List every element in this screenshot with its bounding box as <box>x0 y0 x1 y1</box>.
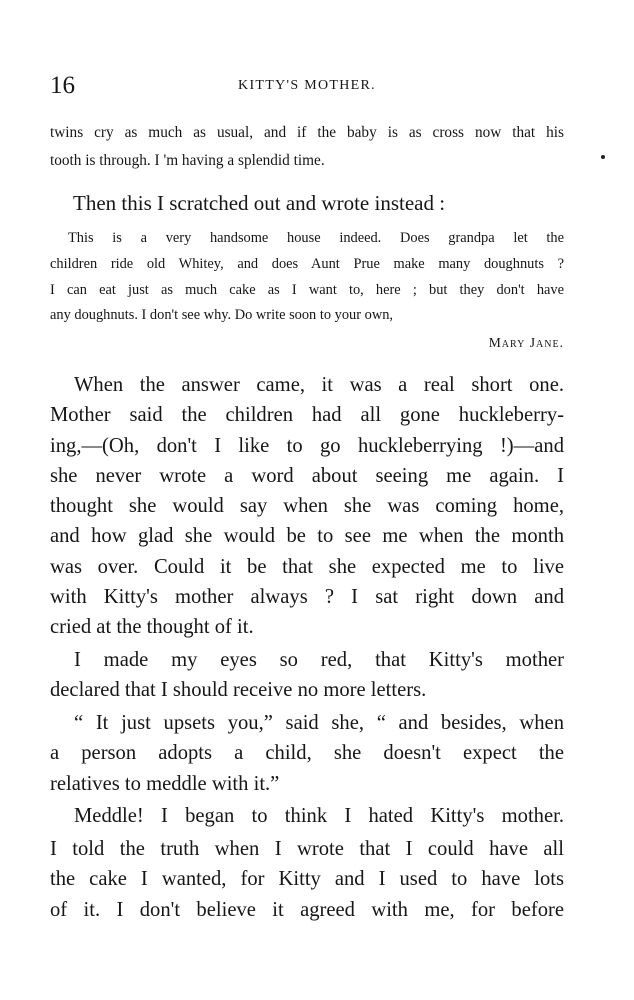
text-line: This is a very handsome house indeed. Does grandpa let the <box>68 230 564 246</box>
text-line: she never wrote a word about seeing me again. I <box>50 464 564 487</box>
text-line: tooth is through. I 'm having a splendid time. <box>50 151 325 169</box>
text-line: I told the truth when I wrote that I could have all <box>50 838 564 861</box>
text-line: I can eat just as much cake as I want to, here ; but they don't have <box>50 281 564 298</box>
text-line: with Kitty's mother always ? I sat right down and <box>50 586 564 609</box>
text-line: any doughnuts. I don't see why. Do write soon to your own, <box>50 307 393 324</box>
body-text <box>50 370 564 925</box>
print-speck <box>601 155 605 159</box>
text-line: declared that I should receive no more letters. <box>50 679 427 702</box>
text-line: of it. I don't believe it agreed with me, for before <box>50 898 564 921</box>
page-header <box>50 71 564 101</box>
text-line: was over. Could it be that she expected me to live <box>50 555 564 578</box>
intro-sentence: Then this I scratched out and wrote instead : <box>73 191 446 215</box>
text-line: a person adopts a child, she doesn't expect the <box>50 742 564 765</box>
text-line: the cake I wanted, for Kitty and I used to have lots <box>50 868 564 891</box>
text-line: children ride old Whitey, and does Aunt Prue make many doughnuts ? <box>50 255 564 272</box>
letter-continuation <box>50 119 564 174</box>
running-head: KITTY'S MOTHER. <box>238 78 376 93</box>
text-line: cried at the thought of it. <box>50 616 254 639</box>
text-line: thought she would say when she was coming home, <box>50 495 564 518</box>
page-number: 16 <box>50 72 75 99</box>
text-line: “ It just upsets you,” said she, “ and besides, when <box>74 712 564 735</box>
text-line: Mother said the children had all gone huckleberry- <box>50 404 564 427</box>
text-line: I made my eyes so red, that Kitty's mother <box>74 649 564 672</box>
text-line: ing,—(Oh, don't I like to go huckleberrying !)—and <box>50 434 564 457</box>
text-line: When the answer came, it was a real short one. <box>74 374 564 396</box>
letter-text <box>50 226 564 329</box>
text-line: relatives to meddle with it.” <box>50 772 280 795</box>
text-line: twins cry as much as usual, and if the baby is as cross now that his <box>50 124 564 141</box>
letter-signature: Mary Jane. <box>488 335 564 350</box>
text-line: Meddle! I began to think I hated Kitty's mother. <box>74 805 564 828</box>
text-line: and how glad she would be to see me when the month <box>50 525 564 548</box>
